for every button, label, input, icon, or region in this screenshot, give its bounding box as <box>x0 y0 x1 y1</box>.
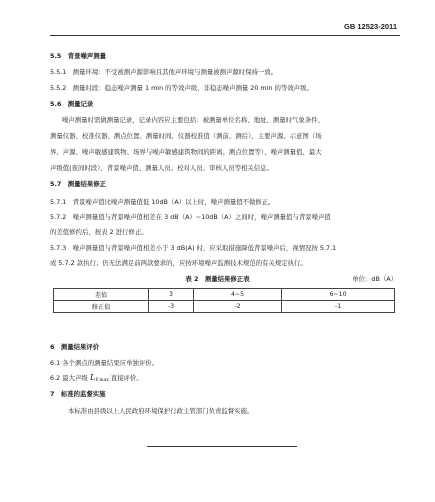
lmax-symbol: L <box>89 373 96 383</box>
clause-6-2-suffix: 直接评价。 <box>110 374 143 382</box>
standard-number: GB 12523-2011 <box>344 22 397 31</box>
clause-5-6-line-4: 声级值(夜间时段）、背景噪声值、测量人员、校对人员、审核人员等相关信息。 <box>50 164 273 172</box>
table-cell: -2 <box>193 301 281 313</box>
clause-6-1: 6.1 各个测点的测量结果应单独评价。 <box>50 359 159 367</box>
correction-table <box>53 288 395 313</box>
clause-5-7-2-line-1: 5.7.2 噪声测量值与背景噪声值相差在 3 dB（A）~10dB（A）之间时，噪声测量值与背景噪声值 <box>50 213 331 221</box>
table-cell: -3 <box>149 301 194 313</box>
table-cell: 4~5 <box>193 289 281 301</box>
table-2-unit: 单位：dB（A） <box>352 275 397 283</box>
section-5-5-title: 5.5 背景噪声测量 <box>50 52 107 60</box>
clause-6-2-prefix: 6.2 最大声级 <box>50 374 88 382</box>
header-divider <box>50 35 400 36</box>
clause-5-6-line-1: 噪声测量时需做测量记录，记录内容应主要包括：被测量单位名称、地址、测量时气象条件、 <box>62 116 325 124</box>
clause-5-7-2-line-2: 的差值修约后，按表 2 进行修正。 <box>50 228 148 236</box>
table-row <box>54 289 395 301</box>
clause-5-6-line-2: 测量仪器、校准仪器、测点位置、测量时间、仪器校准值（测前、测后）、主要声源、示意图（场 <box>50 132 322 140</box>
table-2-title: 表 2 测量结果修正表 <box>185 275 250 283</box>
clause-5-5-1: 5.5.1 测量环境：不受被测声源影响且其他声环境与测量被测声源时保持一致。 <box>50 68 278 76</box>
table-cell: -1 <box>282 301 395 313</box>
table-row <box>54 301 395 313</box>
clause-6-2 <box>50 374 390 385</box>
clause-5-7-1: 5.7.1 背景噪声值比噪声测量值低 10dB（A）以上时，噪声测量值不做修正。 <box>50 198 275 206</box>
section-7-title: 7 标准的监督实施 <box>50 390 106 398</box>
end-rule <box>147 446 297 447</box>
section-6-title: 6 测量结果评价 <box>50 343 100 351</box>
table-cell: 6~10 <box>282 289 395 301</box>
section-5-7-title: 5.7 测量结果修正 <box>50 180 107 188</box>
clause-7-body: 本标准由县级以上人民政府环境保护行政主管部门负责监督实施。 <box>68 407 254 415</box>
clause-5-5-2: 5.5.2 测量时段：稳态噪声测量 1 min 的等效声级，非稳态噪声测量 20 min 的等效声级。 <box>50 84 313 92</box>
row-label: 修正值 <box>54 301 149 313</box>
section-5-6-title: 5.6 测量记录 <box>50 100 94 108</box>
clause-5-6-line-3: 界、声源、噪声敏感建筑物、场界与噪声敏感建筑物间的距离、测点位置等）、噪声测量值、最大 <box>50 148 322 156</box>
lmax-subscript: F,max <box>95 378 109 383</box>
row-label: 差值 <box>54 289 149 301</box>
clause-5-7-3-line-2: 或 5.7.2 款执行；仍无法满足前两款要求的，应按环境噪声监测技术规范的有关规定执行。 <box>50 259 307 267</box>
table-cell: 3 <box>149 289 194 301</box>
clause-5-7-3-line-1: 5.7.3 噪声测量值与背景噪声值相差小于 3 dB(A) 时，应采取措施降低背景噪声后，视情况按 5.7.1 <box>50 244 337 252</box>
